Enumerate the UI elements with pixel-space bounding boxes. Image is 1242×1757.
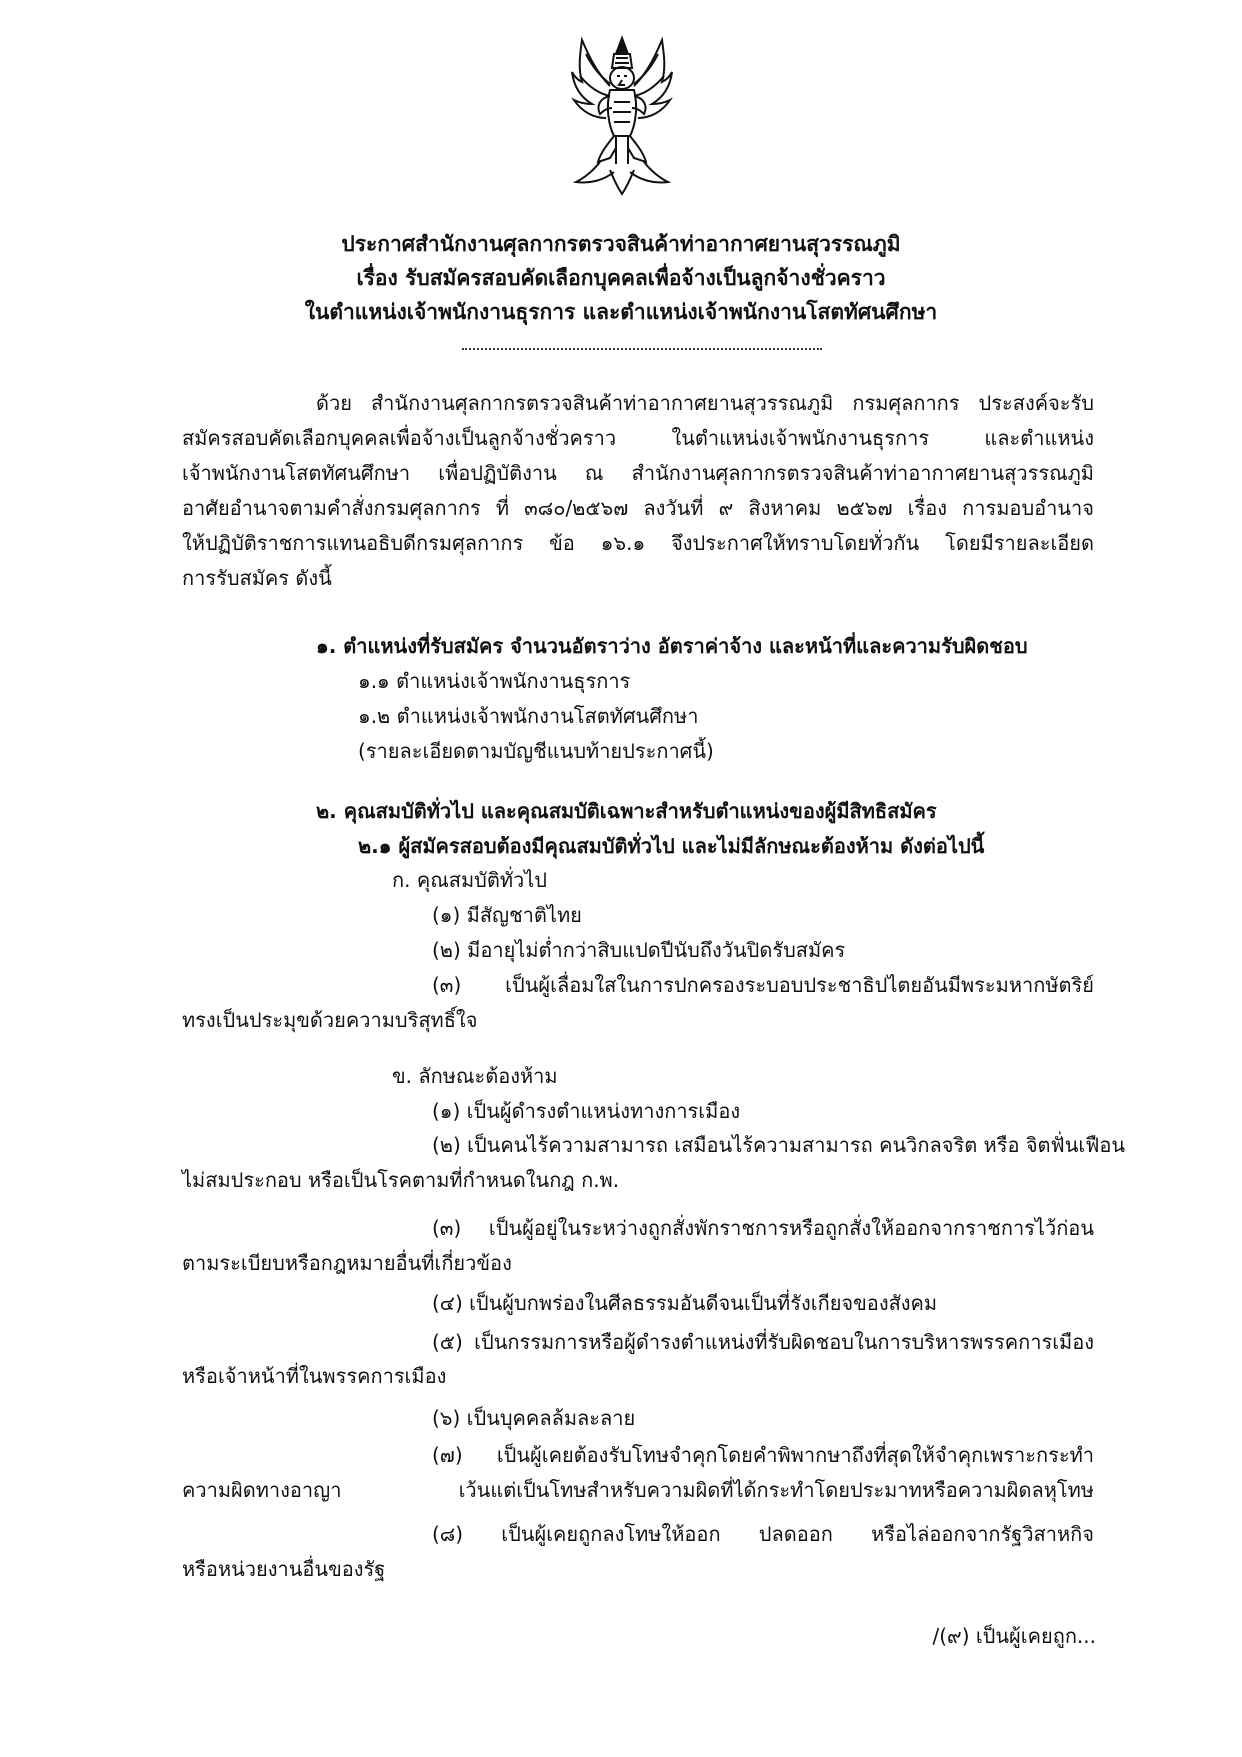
section1-note: (รายละเอียดตามบัญชีแนบท้ายประกาศนี้) (358, 739, 714, 763)
prohibition-item: (๓) เป็นผู้อยู่ในระหว่างถูกสั่งพักราชการหรือถูกสั่งให้ออกจากราชการไว้ก่อน (432, 1216, 1094, 1240)
announcement-positions: ในตำแหน่งเจ้าพนักงานธุรการ และตำแหน่งเจ้าพนักงานโสตทัศนศึกษา (304, 300, 938, 324)
prohibition-item: (๘) เป็นผู้เคยถูกลงโทษให้ออก ปลดออก หรือไล่ออกจากรัฐวิสาหกิจ (432, 1522, 1094, 1546)
prohibition-item-cont: ความผิดทางอาญา เว้นแต่เป็นโทษสำหรับความผิดที่ได้กระทำโดยประมาทหรือความผิดลหุโทษ (182, 1478, 1094, 1502)
prohibition-item: (๗) เป็นผู้เคยต้องรับโทษจำคุกโดยคำพิพากษาถึงที่สุดให้จำคุกเพราะกระทำ (432, 1443, 1094, 1467)
prohibition-item-cont: ไม่สมประกอบ หรือเป็นโรคตามที่กำหนดในกฎ ก.พ. (182, 1168, 620, 1192)
continuation-marker: /(๙) เป็นผู้เคยถูก... (932, 1624, 1096, 1648)
prohibitions-title: ข. ลักษณะต้องห้าม (392, 1064, 558, 1088)
announcement-title: ประกาศสำนักงานศุลกากรตรวจสินค้าท่าอากาศยานสุวรรณภูมิ (341, 232, 901, 256)
qualification-item: (๑) มีสัญชาติไทย (432, 903, 582, 927)
section1-item: ๑.๒ ตำแหน่งเจ้าพนักงานโสตทัศนศึกษา (358, 704, 699, 728)
prohibition-item-cont: ตามระเบียบหรือกฎหมายอื่นที่เกี่ยวข้อง (182, 1251, 512, 1275)
announcement-subject: เรื่อง รับสมัครสอบคัดเลือกบุคคลเพื่อจ้างเป็นลูกจ้างชั่วคราว (356, 266, 886, 290)
intro-line: สมัครสอบคัดเลือกบุคคลเพื่อจ้างเป็นลูกจ้างชั่วคราว ในตำแหน่งเจ้าพนักงานธุรการ และตำแหน่ง (182, 426, 1094, 450)
prohibition-item: (๔) เป็นผู้บกพร่องในศีลธรรมอันดีจนเป็นที่รังเกียจของสังคม (432, 1291, 938, 1315)
intro-line: อาศัยอำนาจตามคำสั่งกรมศุลกากร ที่ ๓๘๐/๒๕๖๗ ลงวันที่ ๙ สิงหาคม ๒๕๖๗ เรื่อง การมอบอำนาจ (182, 496, 1094, 520)
prohibition-item: (๒) เป็นคนไร้ความสามารถ เสมือนไร้ความสามารถ คนวิกลจริต หรือ จิตฟั่นเฟือน (432, 1133, 1126, 1157)
title-separator (462, 348, 822, 350)
prohibition-item: (๑) เป็นผู้ดำรงตำแหน่งทางการเมือง (432, 1099, 741, 1123)
prohibition-item-cont: หรือเจ้าหน้าที่ในพรรคการเมือง (182, 1364, 447, 1388)
section1-item: ๑.๑ ตำแหน่งเจ้าพนักงานธุรการ (358, 669, 631, 693)
qualification-item: (๓) เป็นผู้เลื่อมใสในการปกครองระบอบประชาธิปไตยอันมีพระมหากษัตริย์ (432, 973, 1094, 997)
prohibition-item: (๖) เป็นบุคคลล้มละลาย (432, 1406, 636, 1430)
prohibition-item-cont: หรือหน่วยงานอื่นของรัฐ (182, 1557, 386, 1581)
garuda-emblem-icon (570, 32, 674, 198)
qualification-item: (๒) มีอายุไม่ต่ำกว่าสิบแปดปีนับถึงวันปิดรับสมัคร (432, 938, 846, 962)
section1-heading: ๑. ตำแหน่งที่รับสมัคร จำนวนอัตราว่าง อัตราค่าจ้าง และหน้าที่และความรับผิดชอบ (316, 634, 1028, 658)
qualifications-title: ก. คุณสมบัติทั่วไป (392, 868, 547, 892)
section2-heading: ๒. คุณสมบัติทั่วไป และคุณสมบัติเฉพาะสำหรับตำแหน่งของผู้มีสิทธิสมัคร (316, 799, 937, 823)
intro-line: ให้ปฏิบัติราชการแทนอธิบดีกรมศุลกากร ข้อ ๑๖.๑ จึงประกาศให้ทราบโดยทั่วกัน โดยมีรายละเอียด (182, 531, 1094, 555)
qualification-item-cont: ทรงเป็นประมุขด้วยความบริสุทธิ์ใจ (182, 1008, 478, 1032)
section2-subheading: ๒.๑ ผู้สมัครสอบต้องมีคุณสมบัติทั่วไป และไม่มีลักษณะต้องห้าม ดังต่อไปนี้ (358, 834, 985, 858)
prohibition-item: (๕) เป็นกรรมการหรือผู้ดำรงตำแหน่งที่รับผิดชอบในการบริหารพรรคการเมือง (432, 1330, 1094, 1354)
intro-line: ด้วย สำนักงานศุลกากรตรวจสินค้าท่าอากาศยานสุวรรณภูมิ กรมศุลกากร ประสงค์จะรับ (316, 391, 1094, 415)
intro-line: เจ้าพนักงานโสตทัศนศึกษา เพื่อปฏิบัติงาน ณ สำนักงานศุลกากรตรวจสินค้าท่าอากาศยานสุวรรณภูมิ (182, 461, 1094, 485)
intro-line: การรับสมัคร ดังนี้ (182, 566, 332, 590)
